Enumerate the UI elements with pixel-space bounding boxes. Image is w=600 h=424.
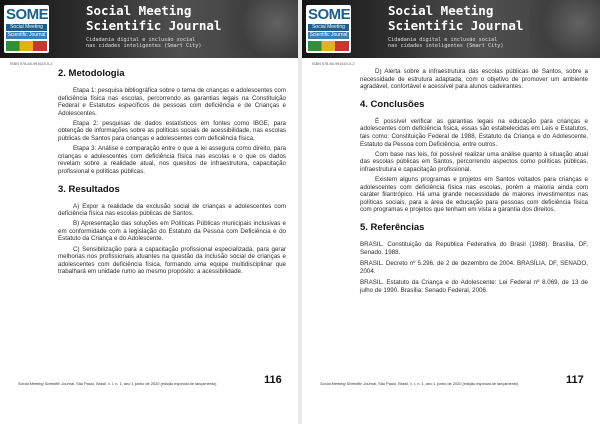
paragraph-resultado-a: A) Expor a realidade da exclusão social de crianças e adolescentes com deficiência física nas escolas públicas de Santos.: [58, 202, 286, 218]
paragraph-resultado-c: C) Sensibilização para a capacitação profissional especializada, para gerar melhorias nos profissionais atuantes na questão da inclusão social de crianças e adolescentes com deficiência física, formando uma equipe multidisciplinar que trabalhará em unidade rumo ao mesmo propósito: a acessibilidade.: [58, 245, 286, 276]
journal-title-line-2: Scientific Journal: [86, 18, 222, 33]
journal-title-line-2: Scientific Journal: [388, 18, 524, 33]
journal-logo: [306, 5, 351, 53]
paragraph-resultado-b: B) Apresentação das soluções em Políticas Públicas municipais inclusivas e em conformidade com a legislação do Estatuto da Pessoa com Deficiência e do Estatuto da Criança e do Adolescente.: [58, 220, 286, 243]
paragraph-conclusao-3: Existem alguns programas e projetos em Santos voltados para crianças e adolescentes com deficiência física nas escolas, porém a maioria ainda com caráter filantrópico. Há uma grande necessidade de maiores investimentos nas políticas sociais, para a área de educação para pessoas com deficiência física com programas e projetos que tenham em vista a garantia dos direitos.: [360, 175, 588, 214]
logo-line-1: Social Meeting: [6, 24, 47, 31]
journal-banner: [302, 0, 600, 58]
journal-title-line-1: Social Meeting: [388, 3, 494, 18]
section-heading-referencias: 5. Referências: [360, 221, 425, 233]
paragraph-conclusao-2: Com base nas leis, foi possível realizar uma análise quanto à situação atual das escolas públicas em Santos, percorrendo aspectos como políticas públicas, infraestrutura e capacitação profissional.: [360, 150, 588, 173]
left-page: [0, 0, 298, 424]
reference-item: BRASIL. Constituição da República Federativa do Brasil (1988). Brasília, DF, Senado. 1988.: [360, 240, 588, 256]
logo-stripe: [6, 41, 47, 51]
logo-line-1: Social Meeting: [308, 24, 349, 31]
journal-subtitle-line-1: Cidadania digital e inclusão social: [86, 37, 196, 43]
journal-subtitle-line-2: nas cidades inteligentes (Smart City): [388, 43, 504, 49]
journal-subtitle-line-1: Cidadania digital e inclusão social: [388, 37, 498, 43]
page-content: [58, 68, 286, 278]
logo-main-text: SOME: [6, 6, 49, 23]
page-footer: [18, 381, 258, 386]
page-content: [360, 68, 588, 298]
section-heading-metodologia: 2. Metodologia: [58, 68, 125, 79]
section-heading-resultados: 3. Resultados: [58, 183, 120, 195]
journal-title-line-1: Social Meeting: [86, 3, 192, 18]
isbn-label: ISBN 978-65-991619-0-2: [312, 62, 355, 66]
section-heading-conclusoes: 4. Conclusões: [360, 98, 425, 110]
paragraph-etapa-3: Etapa 3: Análise e comparação entre o que a lei assegura como direito, para crianças e adolescentes com deficiência física nas escolas e o que os dados revelam sobre a realidade atual, nos quesitos de infraestrutura, capacitação profissional e políticas públicas.: [58, 145, 286, 175]
footer-journal-name: Social Meeting Scientific Journal: [320, 381, 377, 386]
paragraph-etapa-2: Etapa 2: pesquisas de dados estatísticos em fontes como IBGE, para obtenção de informações sobre as políticas sociais de acessibilidade, nas escolas públicas de Santos para crianças e adolescentes com deficiência física.: [58, 119, 286, 143]
page-footer: [320, 381, 560, 386]
reference-item: BRASIL. Decreto nº 5.296, de 2 de dezembro de 2004. BRASÍLIA, DF, SENADO, 2004.: [360, 260, 588, 275]
right-page: [302, 0, 600, 424]
journal-subtitle-line-2: nas cidades inteligentes (Smart City): [86, 43, 202, 49]
isbn-label: ISBN 978-65-991619-0-2: [10, 62, 53, 66]
page-number: 117: [566, 374, 584, 386]
logo-line-2: Scientific Journal: [309, 32, 348, 38]
paragraph-etapa-1: Etapa 1: pesquisa bibliográfica sobre o tema de crianças e adolescentes com deficiência física nas escolas, percorrendo as garantias legais na Constituição Federal e Estatutos específicos de pessoas com deficiência e de Crianças e Adolescentes.: [58, 87, 286, 117]
reference-item: BRASIL. Estatuto da Criança e do Adolescente: Lei Federal nº 8.069, de 13 de julho de 1990. Brasília: Senado Federal, 2006.: [360, 279, 588, 294]
logo-main-text: SOME: [308, 6, 351, 23]
page-number: 116: [264, 374, 282, 386]
logo-stripe: [308, 41, 349, 51]
footer-journal-name: Social Meeting Scientific Journal: [18, 381, 75, 386]
paragraph-conclusao-1: É possível verificar as garantias legais na educação para crianças e adolescentes com deficiência física, essas são estabelecidas em Leis e Estatutos, tais como: Constituição Federal de 1988, Estatuto da Criança e do Adolescente, Estatuto da Pessoa com Deficiência, entre outros.: [360, 117, 588, 148]
paragraph-resultado-d: D) Alerta sobre a infraestrutura das escolas públicas de Santos, sobre a necessidade de estrutura adaptada, com o objetivo de promover um ambiente agradável, confortável e acessível para alunos cadeirantes.: [360, 68, 588, 91]
logo-line-2: Scientific Journal: [7, 32, 46, 38]
journal-logo: [4, 5, 49, 53]
journal-banner: [0, 0, 298, 58]
footer-details: , São Paulo, Brasil, v. I, n. 1, ano 1 junho de 2020 (edição especial de lançamento): [74, 381, 217, 386]
footer-details: , São Paulo, Brasil, v. I, n. 1, ano 1 junho de 2020 (edição especial de lançamento): [376, 381, 519, 386]
